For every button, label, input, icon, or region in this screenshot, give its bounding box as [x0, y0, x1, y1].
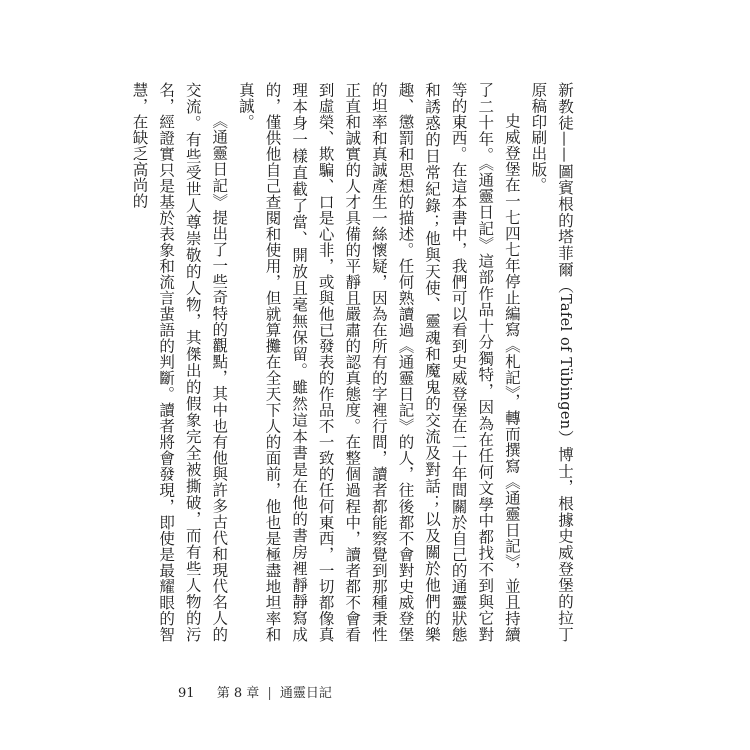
body-paragraph [525, 82, 578, 642]
body-paragraph [126, 82, 232, 642]
latin-name-text: Tafel of Tübingen [557, 294, 573, 430]
page-footer [178, 682, 332, 701]
chapter-label: 第 8 章 [216, 686, 260, 701]
body-paragraph [232, 82, 525, 642]
paragraph-text: 史威登堡在一七四七年停止編寫《札記》，轉而撰寫《通靈日記》，並且持續了二十年。《通靈日記》這部作品十分獨特，因為在任何文學中都找不到與它對等的東西。在這本書中，我們可以看到史威登堡在二十年間關於自己的通靈狀態和誘惑的日常紀錄；他與天使、靈魂和魔鬼的交流及對話；以及關於他們的樂趣、懲罰和思想的描述。任何熟讀過《通靈日記》的人，往後都不會對史威登堡的坦率和真誠產生一絲懷疑，因為在所有的字裡行間，讀者都能察覺到那種秉性正直和誠實的人才具備的平靜且嚴肅的認真態度。在整個過程中，讀者都不會看到虛榮、欺騙、口是心非，或與他已發表的作品不一致的任何東西，一切都像真理本身一樣直截了當、開放且毫無保留。雖然這本書是在他的書房裡靜靜寫成的，僅供他自己查閱和使用，但就算攤在全天下人的面前，他也是極盡地坦率和真誠。 [236, 82, 521, 642]
paragraph-text: 《通靈日記》提出了一些奇特的觀點，其中也有他與許多古代和現代名人的交流。有些受世人尊崇敬的人物，其傑出的假象完全被撕破，而有些人物的污名，經證實只是基於表象和流言蜚語的判斷。讀者將會發現，即使是最耀眼的智慧，在缺乏高尚的 [130, 82, 229, 642]
paragraph-text: 新教徒——圖賓根的塔菲爾（ [556, 82, 574, 294]
vertical-text-block [126, 82, 578, 642]
paragraph-text: ）博士，根據史威登堡的拉丁原稿印刷出版。 [529, 82, 574, 642]
footer-separator: | [267, 686, 272, 701]
page-number: 91 [178, 686, 195, 701]
chapter-title: 通靈日記 [279, 686, 332, 701]
